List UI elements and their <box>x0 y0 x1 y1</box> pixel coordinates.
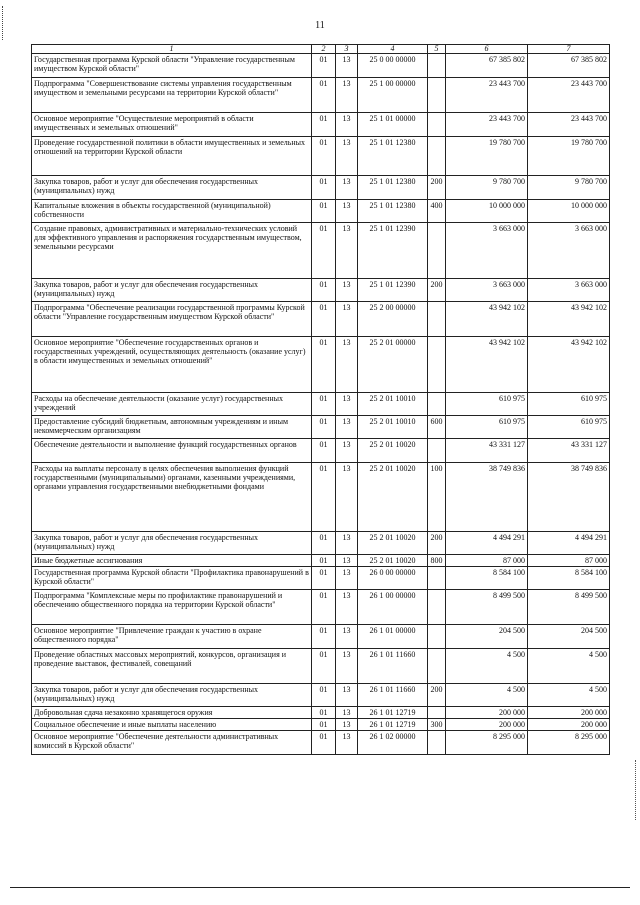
table-row <box>32 649 610 684</box>
section-code-cell: 01 <box>312 176 336 200</box>
amount-cell: 4 500 <box>528 684 610 707</box>
subsection-code-cell: 13 <box>336 439 358 463</box>
subsection-code-cell: 13 <box>336 337 358 393</box>
table-row <box>32 416 610 439</box>
name-cell: Подпрограмма "Совершенствование системы управления государственным имуществом и земельными ресурсами на территории Курской области" <box>32 78 312 113</box>
table-row <box>32 200 610 223</box>
section-code-cell: 01 <box>312 567 336 590</box>
target-article-cell: 25 2 01 10020 <box>358 555 428 567</box>
target-article-cell: 25 1 01 12390 <box>358 223 428 279</box>
amount-cell: 8 584 100 <box>446 567 528 590</box>
amount-cell: 200 000 <box>446 719 528 731</box>
expense-type-cell <box>428 223 446 279</box>
table-row <box>32 555 610 567</box>
table-row <box>32 707 610 719</box>
amount-cell: 8 499 500 <box>528 590 610 625</box>
amount-cell: 610 975 <box>528 393 610 416</box>
table-row <box>32 719 610 731</box>
name-cell: Закупка товаров, работ и услуг для обеспечения государственных (муниципальных) нужд <box>32 532 312 555</box>
table-row <box>32 567 610 590</box>
table-row <box>32 223 610 279</box>
amount-cell: 10 000 000 <box>528 200 610 223</box>
name-cell: Социальное обеспечение и иные выплаты населению <box>32 719 312 731</box>
subsection-code-cell: 13 <box>336 302 358 337</box>
section-code-cell: 01 <box>312 78 336 113</box>
margin-mark <box>635 760 638 820</box>
subsection-code-cell: 13 <box>336 719 358 731</box>
amount-cell: 23 443 700 <box>528 113 610 137</box>
name-cell: Создание правовых, административных и материально-технических условий для эффективного управления и распоряжения государственным имуществом, земельными ресурсами <box>32 223 312 279</box>
subsection-code-cell: 13 <box>336 684 358 707</box>
name-cell: Государственная программа Курской области "Профилактика правонарушений в Курской области" <box>32 567 312 590</box>
target-article-cell: 25 1 01 00000 <box>358 113 428 137</box>
column-header: 5 <box>428 45 446 54</box>
section-code-cell: 01 <box>312 463 336 532</box>
name-cell: Проведение государственной политики в области имущественных и земельных отношений на территории Курской области <box>32 137 312 176</box>
expense-type-cell <box>428 567 446 590</box>
target-article-cell: 25 2 01 10010 <box>358 416 428 439</box>
target-article-cell: 26 1 02 00000 <box>358 731 428 755</box>
table-row <box>32 137 610 176</box>
subsection-code-cell: 13 <box>336 707 358 719</box>
target-article-cell: 25 2 01 10020 <box>358 463 428 532</box>
subsection-code-cell: 13 <box>336 223 358 279</box>
subsection-code-cell: 13 <box>336 54 358 78</box>
expense-type-cell: 200 <box>428 176 446 200</box>
section-code-cell: 01 <box>312 200 336 223</box>
amount-cell: 4 500 <box>446 649 528 684</box>
table-row <box>32 590 610 625</box>
subsection-code-cell: 13 <box>336 279 358 302</box>
subsection-code-cell: 13 <box>336 137 358 176</box>
name-cell: Подпрограмма "Обеспечение реализации государственной программы Курской области "Управление государственным имуществом Курской области" <box>32 302 312 337</box>
amount-cell: 3 663 000 <box>528 279 610 302</box>
section-code-cell: 01 <box>312 625 336 649</box>
name-cell: Расходы на выплаты персоналу в целях обеспечения выполнения функций государственными (муниципальными) органами, казенными учреждениями, органами управления государственными внебюджетными фондами <box>32 463 312 532</box>
column-header: 3 <box>336 45 358 54</box>
name-cell: Иные бюджетные ассигнования <box>32 555 312 567</box>
amount-cell: 200 000 <box>446 707 528 719</box>
target-article-cell: 26 1 01 12719 <box>358 707 428 719</box>
subsection-code-cell: 13 <box>336 113 358 137</box>
amount-cell: 43 331 127 <box>528 439 610 463</box>
section-code-cell: 01 <box>312 302 336 337</box>
expense-type-cell: 200 <box>428 532 446 555</box>
budget-table <box>31 44 610 755</box>
section-code-cell: 01 <box>312 719 336 731</box>
expense-type-cell: 800 <box>428 555 446 567</box>
table-row <box>32 176 610 200</box>
subsection-code-cell: 13 <box>336 590 358 625</box>
expense-type-cell: 100 <box>428 463 446 532</box>
expense-type-cell <box>428 590 446 625</box>
amount-cell: 23 443 700 <box>528 78 610 113</box>
amount-cell: 43 942 102 <box>446 302 528 337</box>
expense-type-cell: 200 <box>428 279 446 302</box>
section-code-cell: 01 <box>312 416 336 439</box>
section-code-cell: 01 <box>312 54 336 78</box>
amount-cell: 8 499 500 <box>446 590 528 625</box>
target-article-cell: 26 0 00 00000 <box>358 567 428 590</box>
amount-cell: 204 500 <box>446 625 528 649</box>
target-article-cell: 26 1 00 00000 <box>358 590 428 625</box>
amount-cell: 200 000 <box>528 707 610 719</box>
section-code-cell: 01 <box>312 532 336 555</box>
amount-cell: 8 584 100 <box>528 567 610 590</box>
amount-cell: 9 780 700 <box>446 176 528 200</box>
amount-cell: 67 385 802 <box>446 54 528 78</box>
expense-type-cell <box>428 625 446 649</box>
subsection-code-cell: 13 <box>336 393 358 416</box>
target-article-cell: 25 2 01 10020 <box>358 439 428 463</box>
table-row <box>32 393 610 416</box>
target-article-cell: 25 1 01 12390 <box>358 279 428 302</box>
name-cell: Основное мероприятие "Осуществление мероприятий в области имущественных и земельных отношений" <box>32 113 312 137</box>
target-article-cell: 26 1 01 11660 <box>358 684 428 707</box>
expense-type-cell: 300 <box>428 719 446 731</box>
table-row <box>32 54 610 78</box>
amount-cell: 38 749 836 <box>446 463 528 532</box>
amount-cell: 3 663 000 <box>446 223 528 279</box>
column-header: 1 <box>32 45 312 54</box>
expense-type-cell <box>428 731 446 755</box>
expense-type-cell <box>428 54 446 78</box>
name-cell: Проведение областных массовых мероприятий, конкурсов, организация и проведение выставок, фестивалей, совещаний <box>32 649 312 684</box>
subsection-code-cell: 13 <box>336 463 358 532</box>
expense-type-cell <box>428 137 446 176</box>
expense-type-cell <box>428 393 446 416</box>
section-code-cell: 01 <box>312 555 336 567</box>
table-row <box>32 684 610 707</box>
name-cell: Основное мероприятие "Привлечение граждан к участию в охране общественного порядка" <box>32 625 312 649</box>
name-cell: Основное мероприятие "Обеспечение деятельности административных комиссий в Курской области" <box>32 731 312 755</box>
amount-cell: 4 494 291 <box>528 532 610 555</box>
amount-cell: 4 494 291 <box>446 532 528 555</box>
name-cell: Обеспечение деятельности и выполнение функций государственных органов <box>32 439 312 463</box>
target-article-cell: 25 1 00 00000 <box>358 78 428 113</box>
amount-cell: 38 749 836 <box>528 463 610 532</box>
amount-cell: 200 000 <box>528 719 610 731</box>
amount-cell: 610 975 <box>446 393 528 416</box>
table-row <box>32 113 610 137</box>
table-row <box>32 463 610 532</box>
subsection-code-cell: 13 <box>336 78 358 113</box>
section-code-cell: 01 <box>312 113 336 137</box>
table-row <box>32 439 610 463</box>
target-article-cell: 25 2 01 00000 <box>358 337 428 393</box>
subsection-code-cell: 13 <box>336 532 358 555</box>
table-body <box>32 54 610 755</box>
table-row <box>32 337 610 393</box>
expense-type-cell <box>428 337 446 393</box>
expense-type-cell <box>428 707 446 719</box>
page-bottom-rule <box>10 887 630 888</box>
subsection-code-cell: 13 <box>336 200 358 223</box>
subsection-code-cell: 13 <box>336 176 358 200</box>
target-article-cell: 26 1 01 00000 <box>358 625 428 649</box>
expense-type-cell <box>428 439 446 463</box>
amount-cell: 43 942 102 <box>528 337 610 393</box>
table-row <box>32 279 610 302</box>
amount-cell: 8 295 000 <box>446 731 528 755</box>
subsection-code-cell: 13 <box>336 731 358 755</box>
target-article-cell: 25 1 01 12380 <box>358 176 428 200</box>
name-cell: Закупка товаров, работ и услуг для обеспечения государственных (муниципальных) нужд <box>32 176 312 200</box>
amount-cell: 87 000 <box>528 555 610 567</box>
amount-cell: 8 295 000 <box>528 731 610 755</box>
expense-type-cell: 600 <box>428 416 446 439</box>
name-cell: Основное мероприятие "Обеспечение государственных органов и государственных учреждений, осуществляющих деятельность (оказание услуг) в области имущественных и земельных отношений" <box>32 337 312 393</box>
amount-cell: 87 000 <box>446 555 528 567</box>
section-code-cell: 01 <box>312 223 336 279</box>
name-cell: Закупка товаров, работ и услуг для обеспечения государственных (муниципальных) нужд <box>32 684 312 707</box>
subsection-code-cell: 13 <box>336 416 358 439</box>
section-code-cell: 01 <box>312 279 336 302</box>
expense-type-cell: 400 <box>428 200 446 223</box>
section-code-cell: 01 <box>312 137 336 176</box>
column-header: 6 <box>446 45 528 54</box>
section-code-cell: 01 <box>312 590 336 625</box>
section-code-cell: 01 <box>312 707 336 719</box>
subsection-code-cell: 13 <box>336 649 358 684</box>
target-article-cell: 25 1 01 12380 <box>358 137 428 176</box>
amount-cell: 4 500 <box>528 649 610 684</box>
section-code-cell: 01 <box>312 337 336 393</box>
amount-cell: 9 780 700 <box>528 176 610 200</box>
name-cell: Расходы на обеспечение деятельности (оказание услуг) государственных учреждений <box>32 393 312 416</box>
amount-cell: 10 000 000 <box>446 200 528 223</box>
name-cell: Капитальные вложения в объекты государственной (муниципальной) собственности <box>32 200 312 223</box>
amount-cell: 204 500 <box>528 625 610 649</box>
expense-type-cell <box>428 113 446 137</box>
section-code-cell: 01 <box>312 731 336 755</box>
target-article-cell: 25 1 01 12380 <box>358 200 428 223</box>
amount-cell: 610 975 <box>528 416 610 439</box>
target-article-cell: 26 1 01 12719 <box>358 719 428 731</box>
table-row <box>32 625 610 649</box>
page-number: 11 <box>315 20 325 31</box>
amount-cell: 610 975 <box>446 416 528 439</box>
section-code-cell: 01 <box>312 684 336 707</box>
amount-cell: 19 780 700 <box>446 137 528 176</box>
subsection-code-cell: 13 <box>336 567 358 590</box>
column-header: 2 <box>312 45 336 54</box>
amount-cell: 43 331 127 <box>446 439 528 463</box>
header-row <box>32 45 610 54</box>
expense-type-cell <box>428 649 446 684</box>
section-code-cell: 01 <box>312 649 336 684</box>
name-cell: Предоставление субсидий бюджетным, автономным учреждениям и иным некоммерческим организациям <box>32 416 312 439</box>
amount-cell: 23 443 700 <box>446 113 528 137</box>
expense-type-cell <box>428 78 446 113</box>
amount-cell: 4 500 <box>446 684 528 707</box>
target-article-cell: 26 1 01 11660 <box>358 649 428 684</box>
subsection-code-cell: 13 <box>336 625 358 649</box>
target-article-cell: 25 2 01 10010 <box>358 393 428 416</box>
name-cell: Закупка товаров, работ и услуг для обеспечения государственных (муниципальных) нужд <box>32 279 312 302</box>
column-header: 4 <box>358 45 428 54</box>
table-row <box>32 78 610 113</box>
table-row <box>32 532 610 555</box>
table-row <box>32 302 610 337</box>
section-code-cell: 01 <box>312 393 336 416</box>
name-cell: Добровольная сдача незаконно хранящегося оружия <box>32 707 312 719</box>
section-code-cell: 01 <box>312 439 336 463</box>
amount-cell: 67 385 802 <box>528 54 610 78</box>
expense-type-cell <box>428 302 446 337</box>
amount-cell: 3 663 000 <box>528 223 610 279</box>
amount-cell: 3 663 000 <box>446 279 528 302</box>
amount-cell: 19 780 700 <box>528 137 610 176</box>
table-row <box>32 731 610 755</box>
amount-cell: 43 942 102 <box>528 302 610 337</box>
target-article-cell: 25 2 00 00000 <box>358 302 428 337</box>
expense-type-cell: 200 <box>428 684 446 707</box>
column-header: 7 <box>528 45 610 54</box>
name-cell: Подпрограмма "Комплексные меры по профилактике правонарушений и обеспечению общественного порядка на территории Курской области" <box>32 590 312 625</box>
name-cell: Государственная программа Курской области "Управление государственным имуществом Курской области" <box>32 54 312 78</box>
amount-cell: 43 942 102 <box>446 337 528 393</box>
target-article-cell: 25 0 00 00000 <box>358 54 428 78</box>
target-article-cell: 25 2 01 10020 <box>358 532 428 555</box>
amount-cell: 23 443 700 <box>446 78 528 113</box>
subsection-code-cell: 13 <box>336 555 358 567</box>
